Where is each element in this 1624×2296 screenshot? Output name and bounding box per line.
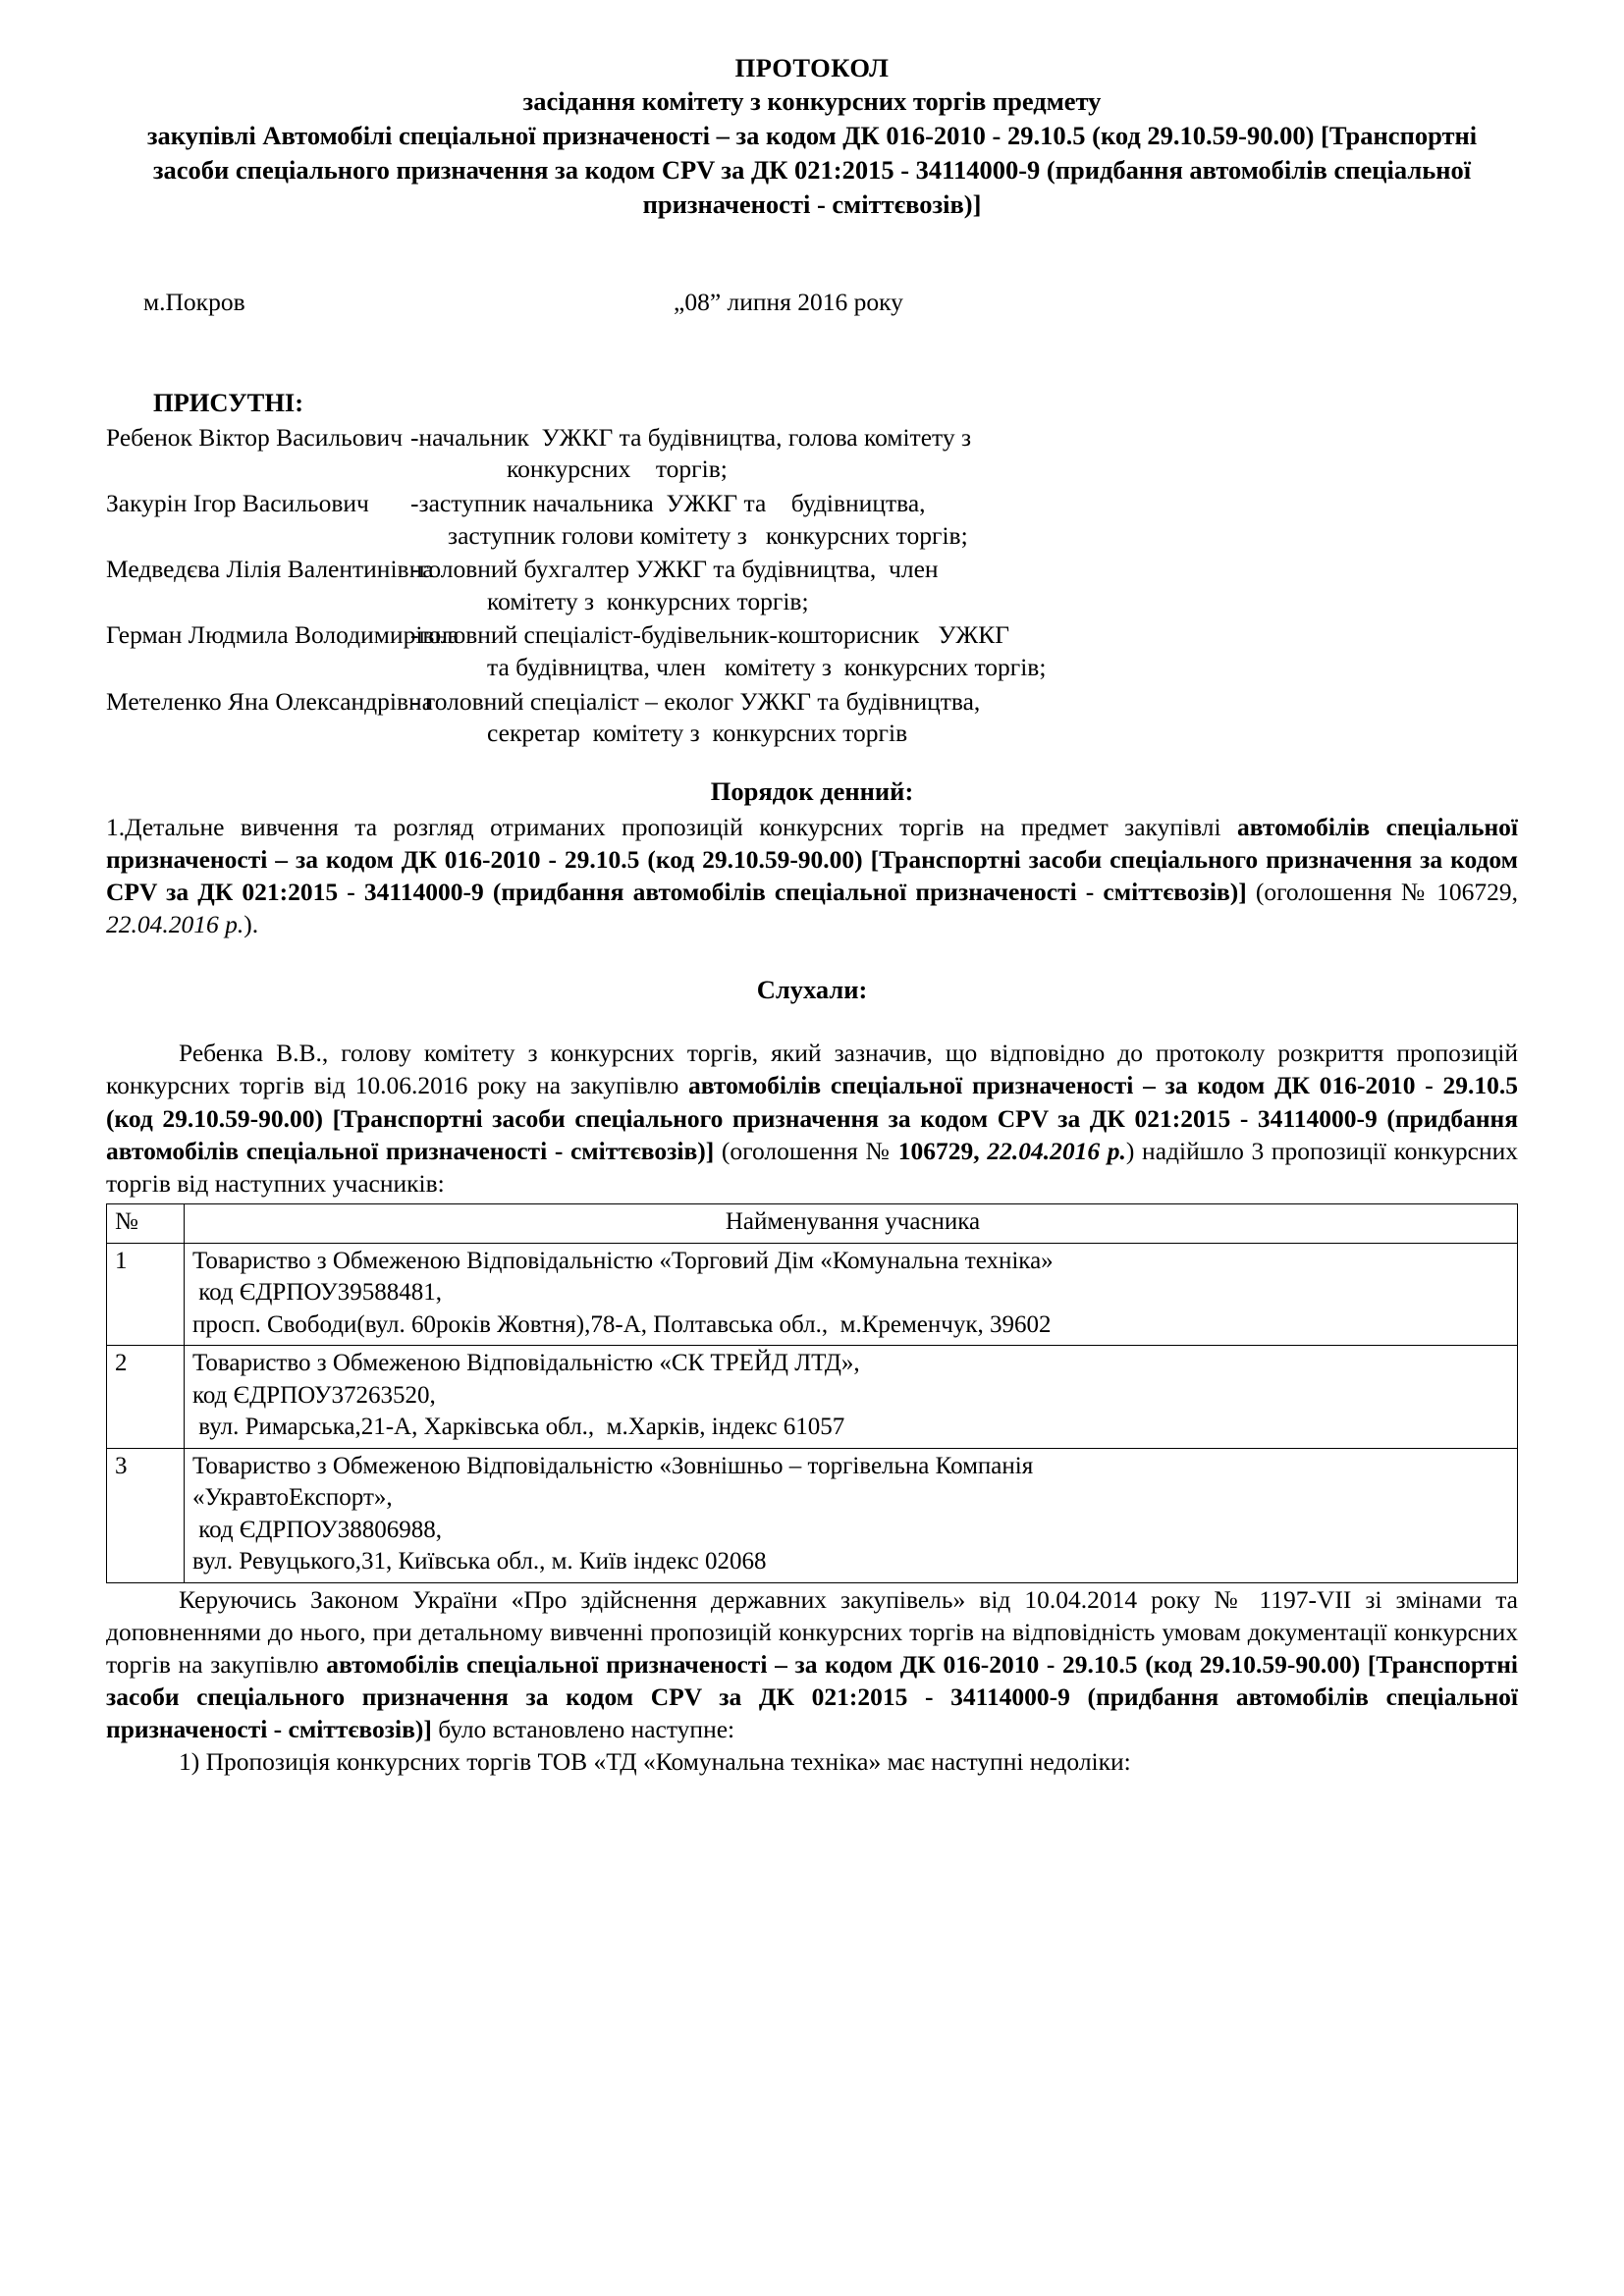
conclusion-paragraph: [106, 1583, 1518, 1746]
table-row: [107, 1346, 1518, 1449]
attendee-name: Метеленко Яна Олександрівна: [106, 686, 433, 716]
conclusion-text-bold: автомобілів спеціальної призначеності – за кодом ДК 016-2010 - 29.10.5 (код 29.10.59-90.00) [Транспортні засоби спеціального призначення за кодом CPV за ДК 021:2015 - 34114000-9 (придбання автомобілів спеціальної призначеності - сміттєвозів)]: [106, 1649, 1518, 1744]
agenda-item-1: [106, 811, 1518, 941]
attendee-role: - головний спеціаліст – еколог УЖКГ та будівництва,: [410, 686, 981, 716]
heard-text-bold: автомобілів спеціальної призначеності – за кодом ДК 016-2010 - 29.10.5 (код 29.10.59-90.00) [Транспортні засоби спеціального призначення за кодом CPV за ДК 021:2015 - 34114000-9 (придбання автомобілів спеціальної призначеності - сміттєвозів)]: [106, 1071, 1518, 1165]
participant-details: [185, 1448, 1518, 1582]
participant-address: вул. Ревуцького,31, Київська обл., м. Київ індекс 02068: [192, 1548, 767, 1575]
attendees-heading: ПРИСУТНІ:: [153, 387, 304, 417]
attendee-role-cont: комітету з конкурсних торгів;: [487, 586, 809, 615]
place-and-date: [106, 287, 1518, 326]
agenda-item-plain: 1.Детальне вивчення та розгляд отриманих пропозицій конкурсних торгів на предмет закупівлі: [106, 812, 1238, 841]
title-line-1: ПРОТОКОЛ: [734, 53, 890, 82]
attendee-role: -головний спеціаліст-будівельник-кошторисник УЖКГ: [410, 620, 1010, 650]
subject-line-1: закупівлі Автомобілі спеціальної призначеності – за кодом ДК 016-2010 - 29.10.5 (код: [146, 120, 1141, 150]
heard-heading: Слухали:: [756, 975, 868, 1005]
participant-name: Товариство з Обмеженою Відповідальністю «Торговий Дім «Комунальна техніка»: [192, 1247, 1054, 1274]
heard-text-start: Ребенка В.В., голову комітету з конкурсних торгів, який зазначив, що відповідно до протоколу розкриття пропозицій конкурсних торгів від 10.06.2016 року на закупівлю: [106, 1039, 1518, 1100]
attendee-name: Ребенок Віктор Васильович: [106, 422, 404, 452]
attendee-role-cont: заступник голови комітету з конкурсних торгів;: [448, 520, 968, 550]
agenda-heading: Порядок денний:: [710, 775, 914, 806]
attendee-name: Закурін Ігор Васильович: [106, 488, 369, 517]
agenda-item-bold: автомобілів спеціальної призначеності – за кодом ДК 016-2010 - 29.10.5 (код 29.10.59-90.00) [Транспортні засоби спеціального призначення за кодом CPV за ДК 021:2015 - 34114000-9 (придбання автомобілів спеціальної призначеності - сміттєвозів)]: [106, 812, 1518, 907]
attendee-role: -заступник начальника УЖКГ та будівництва,: [410, 488, 926, 517]
attendee-entry: [106, 488, 1518, 552]
row-number: 2: [107, 1346, 185, 1449]
findings-item-1: 1) Пропозиція конкурсних торгів ТОВ «ТД «Комунальна техніка» має наступні недоліки:: [179, 1747, 1131, 1777]
participant-details: [185, 1243, 1518, 1346]
heard-announcement-date: 22.04.2016 р.: [987, 1136, 1126, 1165]
agenda-item-date: 22.04.2016 р.: [106, 910, 244, 939]
participant-name: Товариство з Обмеженою Відповідальністю «Зовнішньо – торгівельна Компанія: [192, 1452, 1034, 1479]
attendee-name: Герман Людмила Володимирівна: [106, 620, 460, 650]
conclusion-text-end: було встановлено наступне:: [431, 1715, 735, 1744]
attendee-entry: [106, 422, 1518, 486]
table-row: [107, 1448, 1518, 1582]
subject-line-3: 34114000-9 (придбання автомобілів спеціальної призначеності - сміттєвозів)]: [642, 154, 1472, 219]
table-header-row: [107, 1204, 1518, 1244]
conclusion-text-start: Керуючись Законом України «Про здійснення державних закупівель» від 10.04.2014 року № 1197-VII зі змінами та доповненнями до нього, при детальному вивченні пропозицій конкурсних торгів на відповідність умовам документації конкурсних торгів на закупівлю: [106, 1584, 1518, 1679]
city-label: м.Покров: [143, 287, 245, 316]
participant-code: код ЄДРПОУ38806988,: [192, 1516, 442, 1543]
agenda-item-end: ).: [244, 910, 259, 939]
column-header-participant: Найменування учасника: [185, 1204, 1518, 1244]
attendee-entry: [106, 554, 1518, 617]
title-line-2: засідання комітету з конкурсних торгів предмету: [522, 86, 1102, 117]
attendee-role-cont: секретар комітету з конкурсних торгів: [487, 719, 908, 748]
participants-table: [106, 1203, 1518, 1583]
procurement-subject: [106, 119, 1518, 222]
attendee-entry: [106, 619, 1518, 683]
participant-code: код ЄДРПОУ39588481,: [192, 1279, 442, 1307]
participant-name: Товариство з Обмеженою Відповідальністю «СК ТРЕЙД ЛТД»,: [192, 1350, 860, 1377]
date-label: „08” липня 2016 року: [674, 287, 903, 316]
subject-line-2: 29.10.59-90.00) [Транспортні засоби спеціального призначення за кодом CPV за ДК 021:2015 -: [152, 120, 1478, 185]
participant-name-cont: «УкравтоЕкспорт»,: [192, 1484, 393, 1512]
attendee-role-cont: та будівництва, член комітету з конкурсних торгів;: [487, 653, 1047, 682]
heard-announcement-number: 106729,: [897, 1136, 988, 1165]
agenda-item-tail: (оголошення № 106729,: [1246, 878, 1518, 907]
heard-text-end: ) надійшло 3 пропозиції конкурсних торгів від наступних учасників:: [106, 1136, 1519, 1198]
attendee-entry: [106, 686, 1518, 750]
row-number: 3: [107, 1448, 185, 1582]
attendee-name: Медведєва Лілія Валентинівна: [106, 555, 434, 584]
row-number: 1: [107, 1243, 185, 1346]
page-title: [106, 51, 1518, 119]
participant-code: код ЄДРПОУ37263520,: [192, 1381, 436, 1409]
table-row: [107, 1243, 1518, 1346]
attendee-role: -головний бухгалтер УЖКГ та будівництва, член: [410, 555, 939, 584]
column-header-number: №: [107, 1204, 185, 1244]
attendee-role: -начальник УЖКГ та будівництва, голова комітету з: [410, 422, 972, 452]
attendee-role-cont: конкурсних торгів;: [507, 454, 728, 484]
participant-address: вул. Римарська,21-А, Харківська обл., м.Харків, індекс 61057: [192, 1414, 845, 1441]
heard-text-mid: (оголошення №: [714, 1136, 898, 1165]
participant-address: просп. Свободи(вул. 60років Жовтня),78-А, Полтавська обл., м.Кременчук, 39602: [192, 1310, 1052, 1338]
heard-paragraph: [106, 1037, 1518, 1200]
participant-details: [185, 1346, 1518, 1449]
